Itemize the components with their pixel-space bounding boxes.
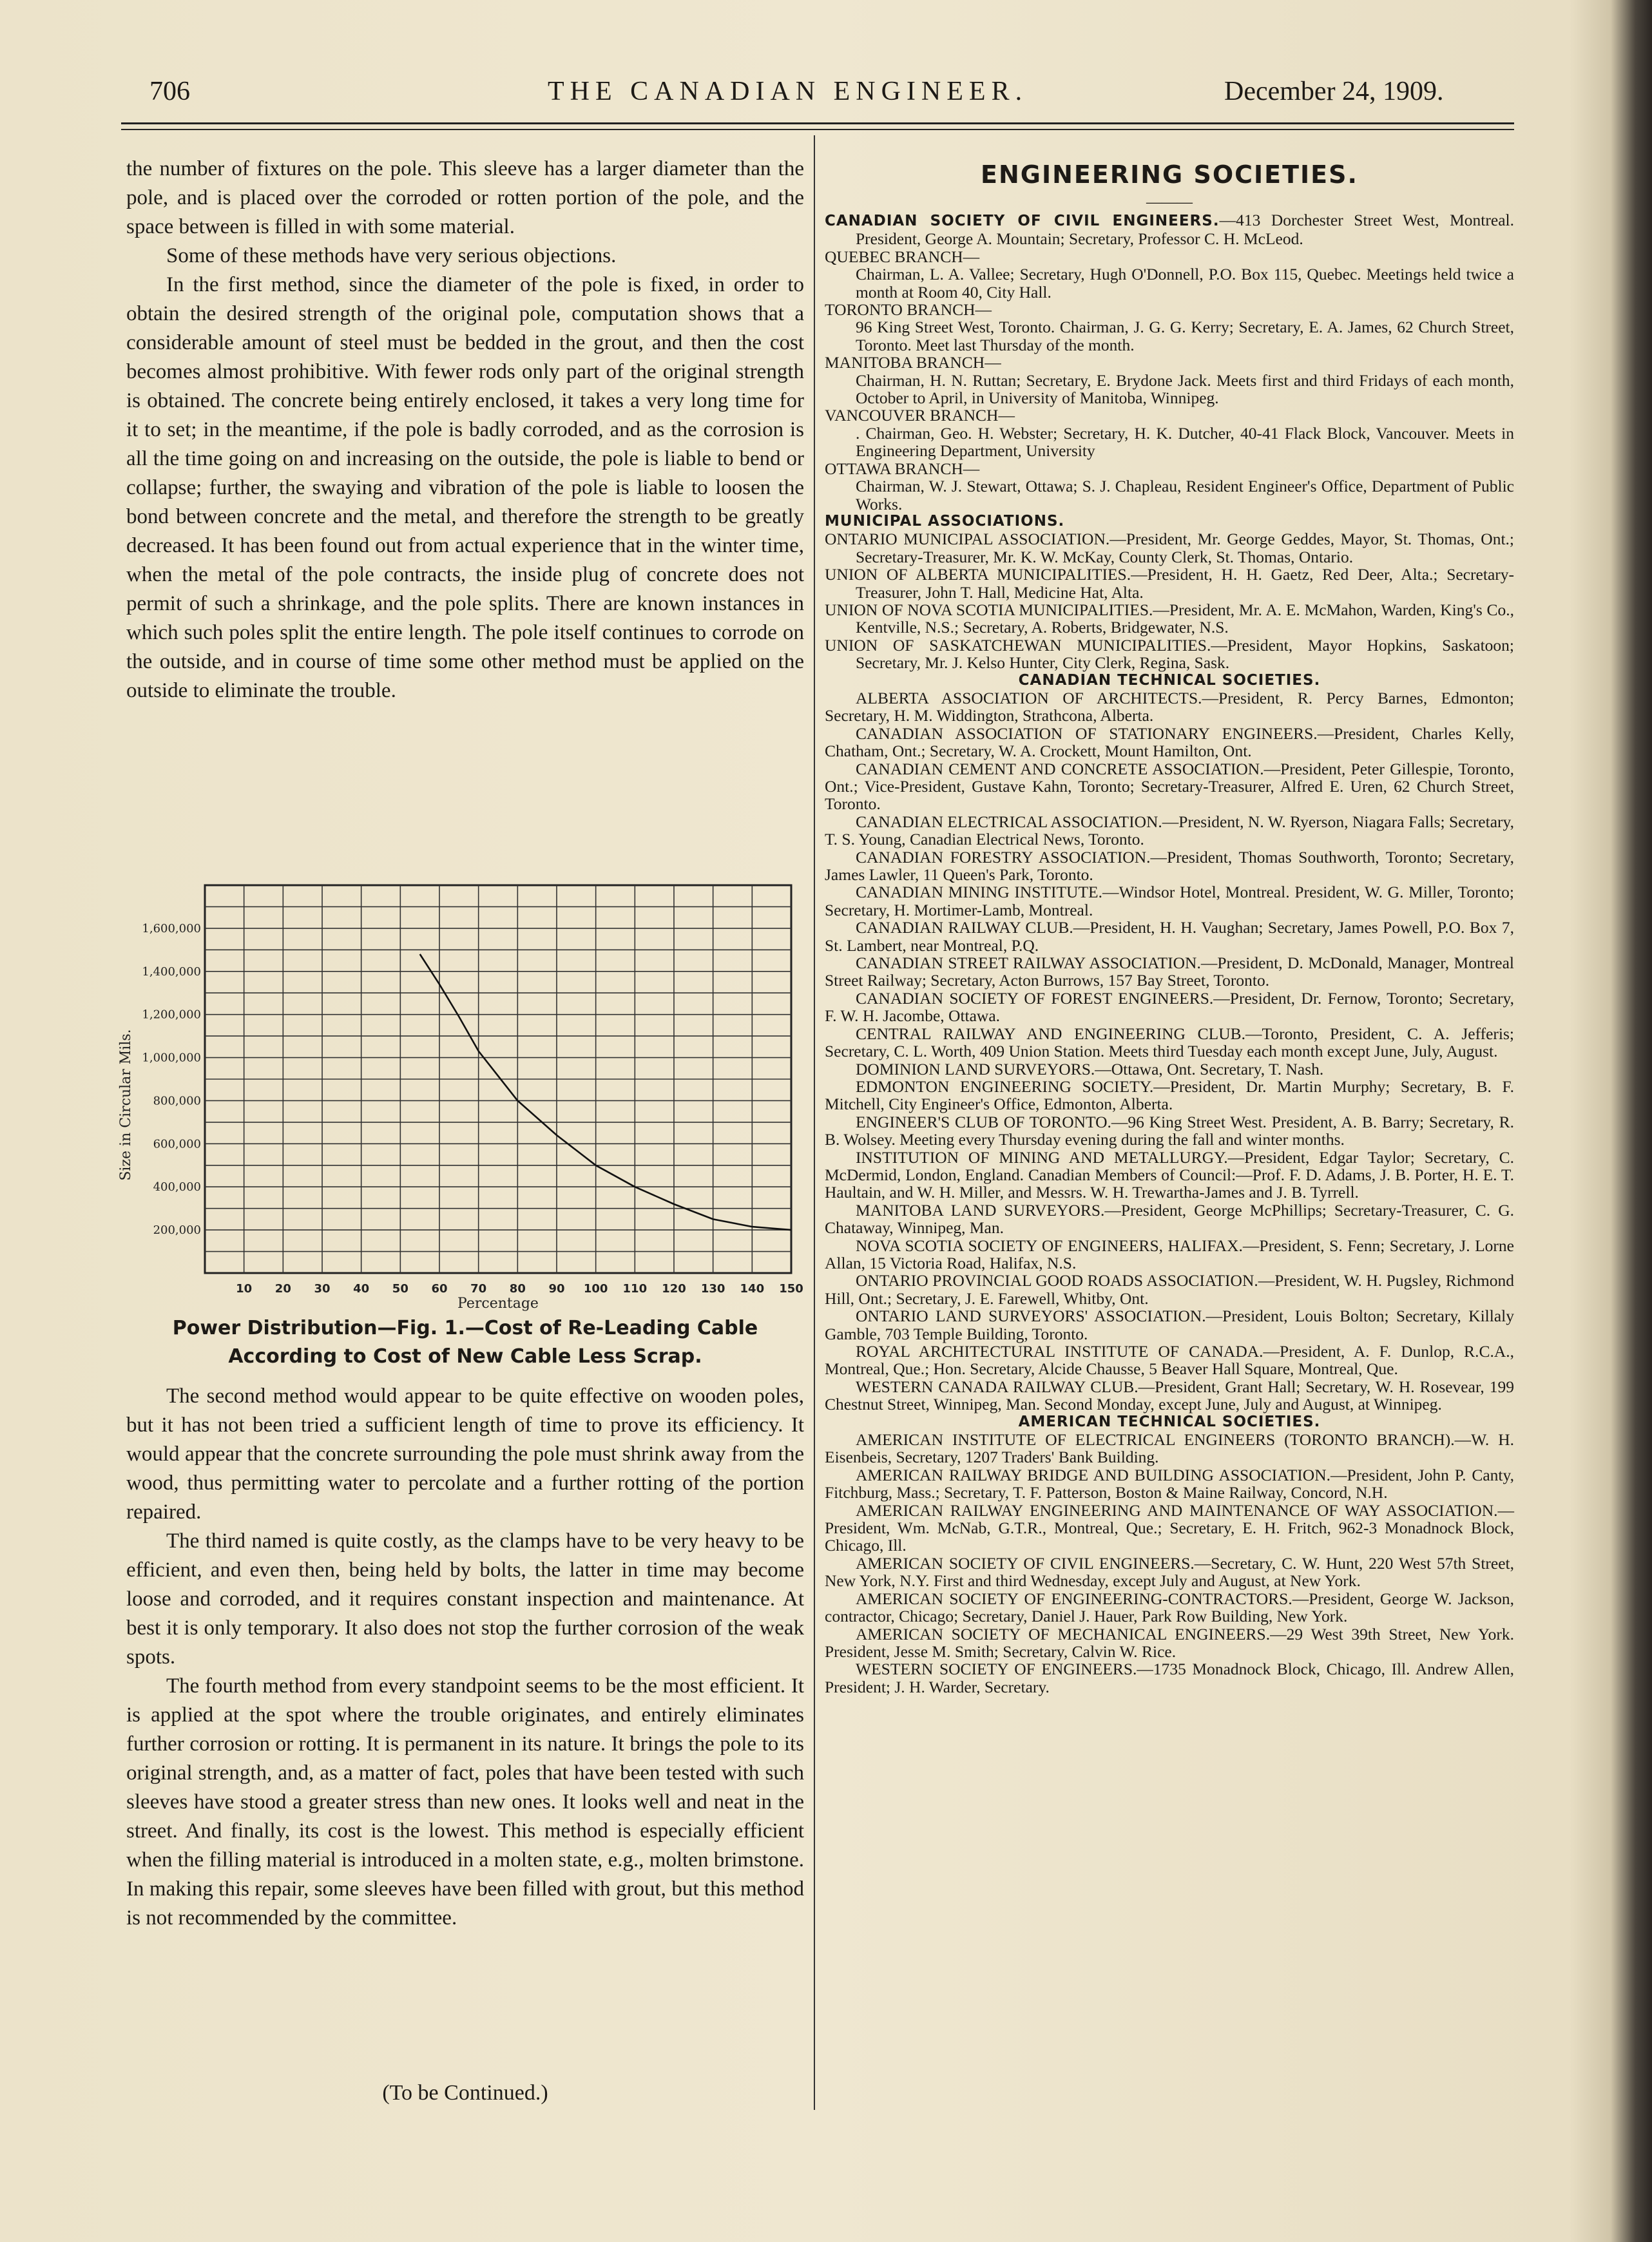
figure-caption bbox=[126, 1314, 804, 1371]
paragraph: The fourth method from every standpoint seems to be the most efficient. It is applied at the spot where the trouble originates, and entirely eliminates further corrosion or rotting. It is permanent in its nature. It brings the pole to its original strength, and, as a matter of fact, poles that have been tested with such sleeves have stood a greater stress than new ones. It looks well and neat in the street. And finally, its cost is the lowest. This method is especially efficient when the filling material is introduced in a molten state, e.g., molten brimstone. In making this repair, some sleeves have been filled with grout, but this method is not recommended by the committee. bbox=[126, 1674, 804, 1930]
branch-heading: QUEBEC BRANCH— bbox=[825, 247, 980, 266]
y-tick-label: 1,000,000 bbox=[142, 1051, 201, 1065]
society-entry: AMERICAN RAILWAY ENGINEERING AND MAINTENANCE OF WAY ASSOCIATION.—President, Wm. McNab, G.T.R., Montreal, Que.; Secretary, E. H. Fritch, 962-3 Monadnock Block, Chicago, Ill. bbox=[825, 1500, 1514, 1555]
branch-details: . Chairman, Geo. H. Webster; Secretary, H. K. Dutcher, 40-41 Flack Block, Vancouver. Meets in Engineering Department, University bbox=[856, 423, 1514, 461]
section-title: ENGINEERING SOCIETIES. bbox=[981, 160, 1358, 189]
data-series-line bbox=[420, 954, 791, 1230]
society-entry: UNION OF SASKATCHEWAN MUNICIPALITIES.—President, Mayor Hopkins, Saskatoon; Secretary, Mr. J. Kelso Hunter, City Clerk, Regina, Sask. bbox=[825, 635, 1514, 673]
subsection-heading: AMERICAN TECHNICAL SOCIETIES. bbox=[1018, 1413, 1321, 1430]
society-details: —413 Dorchester Street West, Montreal. President, George A. Mountain; Secretary, Professor C. H. McLeod. bbox=[856, 211, 1514, 249]
society-entry: AMERICAN SOCIETY OF MECHANICAL ENGINEERS.—29 West 39th Street, New York. President, Jesse M. Smith; Secretary, Calvin W. Rice. bbox=[825, 1624, 1514, 1661]
society-entry: DOMINION LAND SURVEYORS.—Ottawa, Ont. Secretary, T. Nash. bbox=[856, 1059, 1324, 1078]
x-tick-label: 100 bbox=[583, 1282, 608, 1296]
cable-cost-chart bbox=[116, 876, 812, 1314]
y-tick-label: 1,400,000 bbox=[142, 964, 201, 979]
issue-date: December 24, 1909. bbox=[1224, 77, 1444, 106]
society-entry: CANADIAN ASSOCIATION OF STATIONARY ENGINEERS.—President, Charles Kelly, Chatham, Ont.; Secretary, W. A. Crockett, Mount Hamilton, Ont. bbox=[825, 723, 1514, 761]
branch-details: Chairman, L. A. Vallee; Secretary, Hugh O'Donnell, P.O. Box 115, Quebec. Meetings held twice a month at Room 40, City Hall. bbox=[856, 265, 1514, 302]
left-column-top bbox=[126, 155, 804, 705]
branch-heading: VANCOUVER BRANCH— bbox=[825, 406, 1015, 425]
society-entry: ONTARIO LAND SURVEYORS' ASSOCIATION.—President, Louis Bolton; Secretary, Killaly Gamble, 703 Temple Building, Toronto. bbox=[825, 1307, 1514, 1343]
y-tick-label: 1,200,000 bbox=[142, 1008, 201, 1022]
x-tick-label: 120 bbox=[662, 1282, 686, 1296]
header-rule-top bbox=[121, 122, 1514, 124]
x-tick-label: 140 bbox=[740, 1282, 765, 1296]
branch-details: 96 King Street West, Toronto. Chairman, J. G. G. Kerry; Secretary, E. A. James, 62 Church Street, Toronto. Meet last Thursday of the month. bbox=[856, 318, 1514, 354]
society-entry: CANADIAN STREET RAILWAY ASSOCIATION.—President, D. McDonald, Manager, Montreal Street Railway; Secretary, Acton Burrows, 157 Bay Street, Toronto. bbox=[825, 953, 1514, 990]
branch-heading: TORONTO BRANCH— bbox=[825, 300, 992, 320]
title-dash: ——— bbox=[1146, 194, 1193, 211]
y-tick-label: 600,000 bbox=[153, 1137, 201, 1151]
society-entry: INSTITUTION OF MINING AND METALLURGY.—President, Edgar Taylor; Secretary, C. McDermid, London, England. Canadian Members of Council:—Prof. F. D. Adams, J. B. Porter, H. E. T. Haultain, and W. H. Miller, and Messrs. W. H. Trewartha-James and J. B. Tyrrell. bbox=[825, 1147, 1514, 1202]
subsection-heading: MUNICIPAL ASSOCIATIONS. bbox=[825, 512, 1065, 530]
x-axis-label: Percentage bbox=[457, 1296, 539, 1312]
x-tick-label: 60 bbox=[431, 1282, 448, 1296]
y-axis-label: Size in Circular Mils. bbox=[118, 1029, 134, 1181]
y-tick-label: 1,600,000 bbox=[142, 921, 201, 935]
branch-details: Chairman, H. N. Ruttan; Secretary, E. Brydone Jack. Meets first and third Fridays of each month, October to April, in University of Manitoba, Winnipeg. bbox=[856, 370, 1514, 408]
x-tick-label: 50 bbox=[392, 1282, 408, 1296]
society-entry: CENTRAL RAILWAY AND ENGINEERING CLUB.—Toronto, President, C. A. Jefferis; Secretary, C. L. Worth, 409 Union Station. Meets third Tuesday each month except June, July, August. bbox=[825, 1024, 1514, 1061]
x-tick-label: 150 bbox=[779, 1282, 803, 1296]
paragraph: The third named is quite costly, as the clamps have to be very heavy to be efficient, and even then, being held by bolts, the latter in time may become loose and corroded, and it requires constant inspection and maintenance. At best it is only temporary. It also does not stop the further corrosion of the weak spots. bbox=[126, 1529, 804, 1669]
society-entry: UNION OF NOVA SCOTIA MUNICIPALITIES.—President, Mr. A. E. McMahon, Warden, King's Co., Kentville, N.S.; Secretary, A. Roberts, Bridgewater, N.S. bbox=[825, 600, 1514, 637]
header-rule-bottom bbox=[121, 129, 1514, 130]
society-entry: EDMONTON ENGINEERING SOCIETY.—President, Dr. Martin Murphy; Secretary, B. F. Mitchell, City Engineer's Office, Edmonton, Alberta. bbox=[825, 1077, 1514, 1114]
column-divider bbox=[814, 135, 815, 2110]
x-tick-label: 110 bbox=[622, 1282, 648, 1296]
society-entry: WESTERN SOCIETY OF ENGINEERS.—1735 Monadnock Block, Chicago, Ill. Andrew Allen, President; J. H. Warder, Secretary. bbox=[825, 1660, 1514, 1696]
society-entry: NOVA SCOTIA SOCIETY OF ENGINEERS, HALIFAX.—President, S. Fenn; Secretary, J. Lorne Allan, 15 Victoria Road, Halifax, N.S. bbox=[825, 1236, 1514, 1272]
x-tick-label: 80 bbox=[509, 1282, 526, 1296]
subsection-heading: CANADIAN TECHNICAL SOCIETIES. bbox=[1018, 671, 1321, 689]
society-entry: CANADIAN MINING INSTITUTE.—Windsor Hotel, Montreal. President, W. G. Miller, Toronto; Secretary, H. Mortimer-Lamb, Montreal. bbox=[825, 883, 1514, 919]
caption-line: Power Distribution—Fig. 1.—Cost of Re-Leading Cable bbox=[172, 1317, 758, 1339]
page-number: 706 bbox=[149, 77, 190, 106]
x-tick-label: 30 bbox=[314, 1282, 331, 1296]
y-tick-label: 200,000 bbox=[153, 1223, 201, 1238]
journal-title: THE CANADIAN ENGINEER. bbox=[548, 77, 1028, 106]
y-tick-label: 800,000 bbox=[153, 1094, 201, 1108]
society-entry: ONTARIO MUNICIPAL ASSOCIATION.—President, Mr. George Geddes, Mayor, St. Thomas, Ont.; Secretary-Treasurer, Mr. K. W. McKay, County Clerk, St. Thomas, Ontario. bbox=[825, 530, 1514, 566]
society-entry: ALBERTA ASSOCIATION OF ARCHITECTS.—President, R. Percy Barnes, Edmonton; Secretary, H. M. Widdington, Strathcona, Alberta. bbox=[825, 688, 1514, 725]
society-entry bbox=[825, 211, 1514, 248]
society-name: CANADIAN SOCIETY OF CIVIL ENGINEERS. bbox=[825, 213, 1220, 229]
x-tick-label: 10 bbox=[236, 1282, 253, 1296]
society-entry: AMERICAN SOCIETY OF CIVIL ENGINEERS.—Secretary, C. W. Hunt, 220 West 57th Street, New York, N.Y. First and third Wednesday, except July and August, at New York. bbox=[825, 1553, 1514, 1591]
x-tick-label: 70 bbox=[470, 1282, 487, 1296]
paragraph: In the first method, since the diameter of the pole is fixed, in order to obtain the desired strength of the original pole, computation shows that a considerable amount of steel must be bedded in the grout, and then the cost becomes almost prohibitive. With fewer rods only part of the original strength is obtained. The concrete being entirely enclosed, it takes a very long time for it to set; in the meantime, if the pole is badly corroded, and as the corrosion is all the time going on and increasing on the outside, the pole is liable to bend or collapse; further, the swaying and vibration of the pole is liable to loosen the bond between concrete and the metal, and therefore the strength to be greatly decreased. It has been found out from actual experience that in the winter time, when the metal of the pole contracts, the inside plug of concrete does not permit of such a shrinkage, and the pole splits. There are known instances in which such poles split the entire length. The pole itself continues to corrode on the outside, and in course of time some other method must be applied on the outside to eliminate the trouble. bbox=[126, 273, 804, 702]
caption-line: According to Cost of New Cable Less Scrap. bbox=[228, 1345, 702, 1368]
branch-heading: OTTAWA BRANCH— bbox=[825, 459, 980, 478]
society-entry: CANADIAN ELECTRICAL ASSOCIATION.—President, N. W. Ryerson, Niagara Falls; Secretary, T. S. Young, Canadian Electrical News, Toronto. bbox=[825, 812, 1514, 849]
left-column-bottom bbox=[126, 1382, 804, 1933]
branch-details: Chairman, W. J. Stewart, Ottawa; S. J. Chapleau, Resident Engineer's Office, Department of Public Works. bbox=[856, 477, 1514, 513]
society-entry: ROYAL ARCHITECTURAL INSTITUTE OF CANADA.—President, A. F. Dunlop, R.C.A., Montreal, Que.; Hon. Secretary, Alcide Chausse, 5 Beaver Hall Square, Montreal, Que. bbox=[825, 1342, 1514, 1379]
society-entry: ONTARIO PROVINCIAL GOOD ROADS ASSOCIATION.—President, W. H. Pugsley, Richmond Hill, Ont.; Secretary, J. E. Farewell, Whitby, Ont. bbox=[825, 1271, 1514, 1308]
society-entry: AMERICAN RAILWAY BRIDGE AND BUILDING ASSOCIATION.—President, John P. Canty, Fitchburg, Mass.; Secretary, T. F. Patterson, Boston & Maine Railway, Concord, N.H. bbox=[825, 1465, 1514, 1502]
x-tick-label: 130 bbox=[700, 1282, 725, 1296]
society-entry: UNION OF ALBERTA MUNICIPALITIES.—President, H. H. Gaetz, Red Deer, Alta.; Secretary-Treasurer, John T. Hall, Medicine Hat, Alta. bbox=[825, 565, 1514, 602]
x-tick-label: 90 bbox=[548, 1282, 565, 1296]
x-tick-label: 20 bbox=[274, 1282, 291, 1296]
society-entry: CANADIAN CEMENT AND CONCRETE ASSOCIATION.—President, Peter Gillespie, Toronto, Ont.; Vice-President, Gustave Kahn, Toronto; Secretary-Treasurer, Alfred E. Uren, 62 Church Street, Toronto. bbox=[825, 759, 1514, 814]
society-entry: CANADIAN FORESTRY ASSOCIATION.—President, Thomas Southworth, Toronto; Secretary, James Lawler, 11 Queen's Park, Toronto. bbox=[825, 847, 1514, 885]
y-tick-label: 400,000 bbox=[153, 1180, 201, 1194]
paragraph: The second method would appear to be quite effective on wooden poles, but it has not been tried a sufficient length of time to prove its efficiency. It would appear that the concrete surrounding the pole must shrink away from the wood, thus permitting water to percolate and a further rotting of the portion repaired. bbox=[126, 1384, 804, 1524]
society-entry: AMERICAN INSTITUTE OF ELECTRICAL ENGINEERS (TORONTO BRANCH).—W. H. Eisenbeis, Secretary, 1207 Traders' Bank Building. bbox=[825, 1430, 1514, 1467]
paragraph: the number of fixtures on the pole. This sleeve has a larger diameter than the pole, and is placed over the corroded or rotten portion of the pole, and the space between is filled in with some material. bbox=[126, 157, 804, 238]
society-entry: CANADIAN SOCIETY OF FOREST ENGINEERS.—President, Dr. Fernow, Toronto; Secretary, F. W. H. Jacombe, Ottawa. bbox=[825, 988, 1514, 1026]
society-entry: WESTERN CANADA RAILWAY CLUB.—President, Grant Hall; Secretary, W. H. Rosevear, 199 Chestnut Street, Winnipeg, Man. Second Monday, except June, July and August, at Winnipeg. bbox=[825, 1377, 1514, 1414]
x-tick-label: 40 bbox=[353, 1282, 370, 1296]
society-entry: MANITOBA LAND SURVEYORS.—President, George McPhillips; Secretary-Treasurer, C. G. Chataway, Winnipeg, Man. bbox=[825, 1200, 1514, 1238]
society-entry: ENGINEER'S CLUB OF TORONTO.—96 King Street West. President, A. B. Barry; Secretary, R. B. Wolsey. Meeting every Thursday evening during the fall and winter months. bbox=[825, 1112, 1514, 1149]
branch-heading: MANITOBA BRANCH— bbox=[825, 353, 1001, 372]
society-entry: CANADIAN RAILWAY CLUB.—President, H. H. Vaughan; Secretary, James Powell, P.O. Box 7, St. Lambert, near Montreal, P.Q. bbox=[825, 918, 1514, 955]
society-entry: AMERICAN SOCIETY OF ENGINEERING-CONTRACTORS.—President, George W. Jackson, contractor, Chicago; Secretary, Daniel J. Hauer, Park Row Building, New York. bbox=[825, 1589, 1514, 1626]
right-column bbox=[825, 158, 1514, 1696]
to-be-continued: (To be Continued.) bbox=[382, 2081, 548, 2105]
paragraph: Some of these methods have very serious objections. bbox=[166, 244, 617, 267]
